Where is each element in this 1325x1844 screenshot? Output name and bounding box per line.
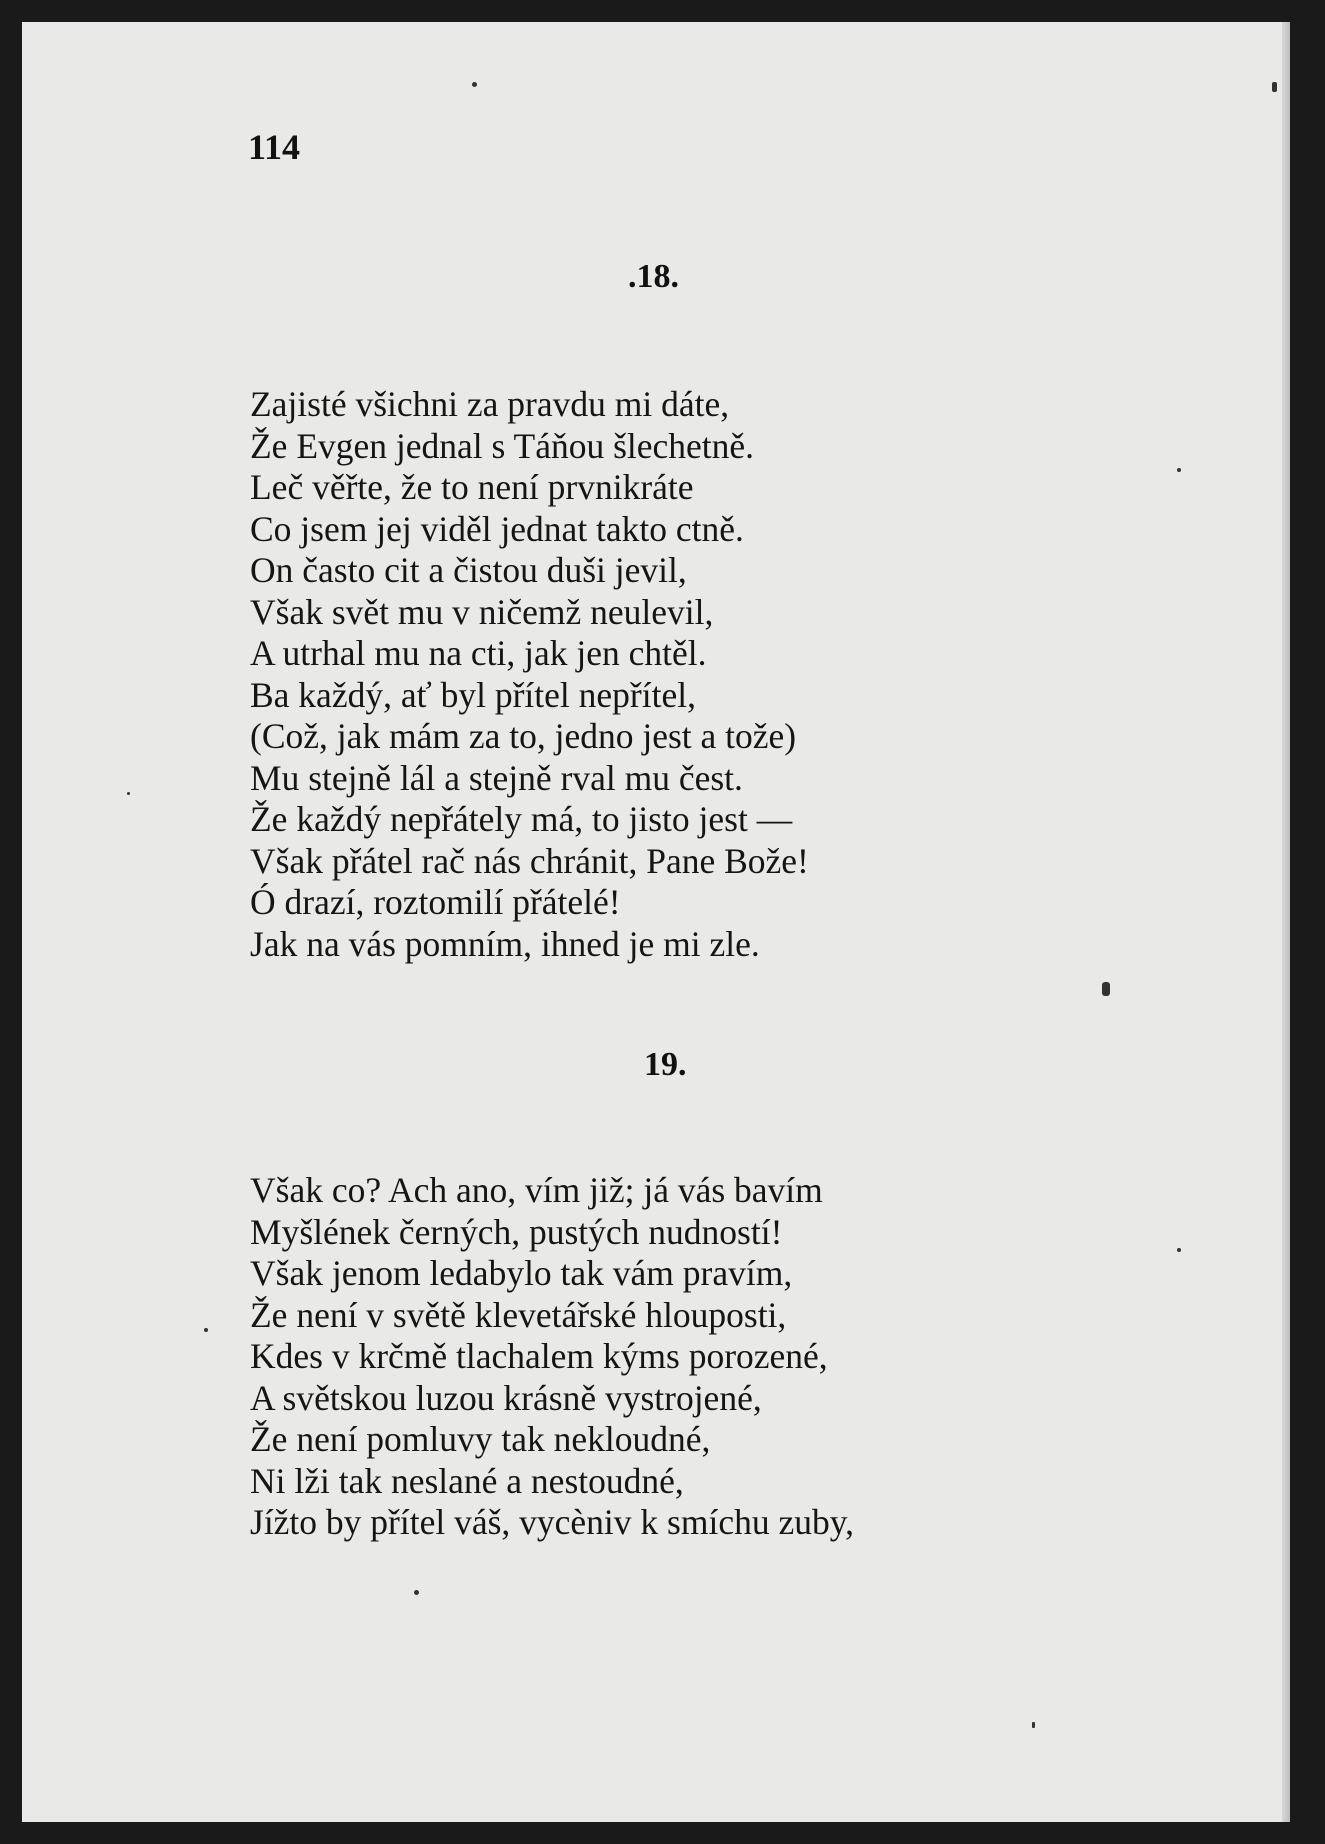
page-edge	[1282, 22, 1290, 1822]
verse-line: Však přátel rač nás chránit, Pane Bože!	[250, 840, 809, 881]
verse-line: Leč věřte, že to není prvnikráte	[250, 467, 694, 507]
ink-speck	[414, 1590, 419, 1595]
verse-line: Však jenom ledabylo tak vám pravím,	[250, 1253, 793, 1293]
verse-line: Jak na vás pomním, ihned je mi zle.	[250, 923, 760, 964]
section-number-18: .18.	[628, 258, 679, 295]
book-page	[22, 22, 1290, 1822]
ink-speck	[1177, 1248, 1181, 1252]
verse-line: Však svět mu v ničemž neulevil,	[250, 591, 714, 632]
verse-line: Že každý nepřátely má, to jisto jest —	[250, 799, 793, 839]
stanza-19	[250, 1170, 854, 1544]
ink-speck	[204, 1328, 208, 1332]
ink-speck	[1177, 468, 1181, 472]
verse-line: (Což, jak mám za to, jedno jest a tože)	[250, 716, 797, 756]
verse-line: On často cit a čistou duši jevil,	[250, 550, 687, 590]
verse-line: Zajisté všichni za pravdu mi dáte,	[250, 384, 730, 424]
verse-line: Ni lži tak neslané a nestoudné,	[250, 1460, 684, 1501]
verse-line: Jížto by přítel váš, vycèniv k smíchu zuby,	[250, 1502, 855, 1542]
verse-line: Že Evgen jednal s Táňou šlechetně.	[250, 425, 755, 466]
verse-line: Ó drazí, roztomilí přátelé!	[250, 882, 621, 922]
ink-speck	[472, 82, 477, 87]
verse-line: Však co? Ach ano, vím již; já vás bavím	[250, 1170, 823, 1210]
verse-line: Že není v světě klevetářské hlouposti,	[250, 1294, 787, 1335]
ink-speck	[1032, 1722, 1035, 1728]
verse-line: Že není pomluvy tak nekloudné,	[250, 1419, 711, 1459]
verse-line: Myšlének černých, pustých nudností!	[250, 1211, 783, 1252]
ink-speck	[1272, 82, 1277, 92]
verse-line: A utrhal mu na cti, jak jen chtěl.	[250, 633, 707, 673]
page-number: 114	[248, 127, 301, 167]
verse-line: A světskou luzou krásně vystrojené,	[250, 1377, 762, 1418]
verse-line: Ba každý, ať byl přítel nepřítel,	[250, 674, 696, 715]
verse-line: Kdes v krčmě tlachalem kýms porozené,	[250, 1336, 828, 1376]
ink-speck	[127, 792, 130, 795]
verse-line: Mu stejně lál a stejně rval mu čest.	[250, 757, 743, 798]
section-number-19: 19.	[644, 1046, 687, 1083]
ink-speck	[1102, 982, 1110, 996]
verse-line: Co jsem jej viděl jednat takto ctně.	[250, 508, 744, 549]
stanza-18	[250, 384, 809, 965]
